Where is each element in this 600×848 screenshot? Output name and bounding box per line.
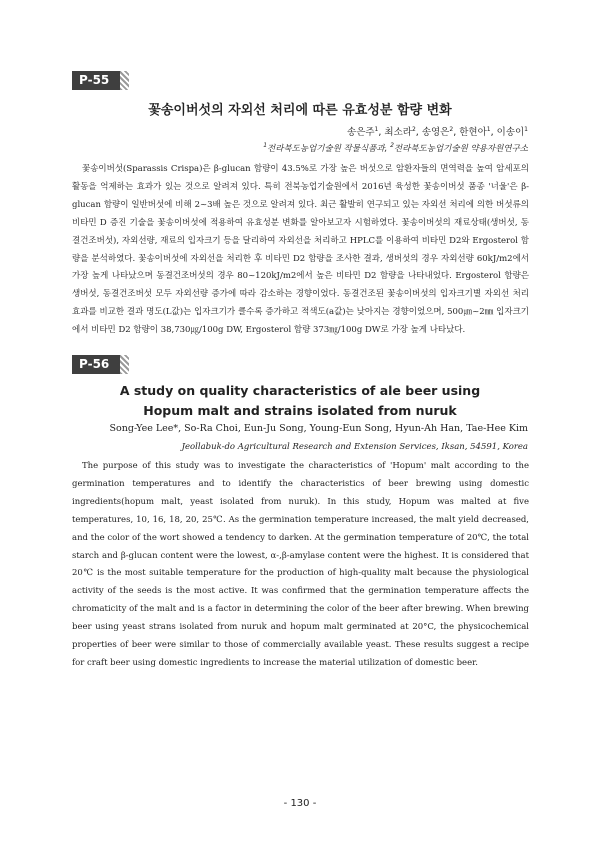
title-line: Hopum malt and strains isolated from nuruk <box>143 403 457 418</box>
author: 송영은$^2$ <box>421 126 454 138</box>
affiliation-p56: Jeollabuk-do Agricultural Research and Extension Services, Iksan, 54591, Korea <box>181 442 528 452</box>
author: 최소라$^2$ <box>384 126 416 138</box>
author-list-p56: Song-Yee Lee*, So-Ra Choi, Eun-Ju Song, Young-Eun Song, Hyun-Ah Han, Tae-Hee Kim <box>109 423 528 434</box>
abstract-title-p55: 꽃송이버섯의 자외선 처리에 따른 유효성분 함량 변화 <box>148 103 452 118</box>
abstract-body-p56: The purpose of this study was to investigate the characteristics of 'Hopum' malt according to the germination temperatures and to identify the characteristics of beer brewing using domestic ingredients(hopum malt, yeast isolated from nuruk). In this study, Hopum was malted at five temperatures, 10, 16, 18, 20, 25℃. As the germination temperature increased, the malt yield decreased, and the color of the wort showed a tendency to darken. At the germination temperature of 20℃, the total starch and β-glucan content were the lowest, α-,β-amylase content were the highest. It is considered that 20℃ is the most suitable temperature for the production of high-quality malt because the physiological activity of the seeds is the most active. It was confirmed that the germination temperature affects the chromaticity of the malt and is a factor in determining the color of the beer after brewing. When brewing beer using yeast strans isolated from nuruk and hopum malt germinated at 20°C, the physicochemical properties of beer were similar to those of commercially available yeast. These results suggest a recipe for craft beer using domestic ingredients to increase the material utilization of domestic beer. <box>72 461 529 668</box>
author: 이송이$^1$ <box>496 126 528 138</box>
affiliation-p55: $^1$전라북도농업기술원 작물식품과, $^2$전라북도농업기술원 약용자원연구소 <box>263 142 528 154</box>
abstract-title-p56 <box>0 381 600 421</box>
badge-label: P-55 <box>79 73 110 87</box>
title-line: A study on quality characteristics of ale beer using <box>119 383 481 398</box>
abstract-body-p55: 꽃송이버섯(Sparassis Crispa)은 β-glucan 함량이 43.5%로 가장 높은 버섯으로 암환자들의 면역력을 높여 암세포의 활동을 억제하는 효과가 있는 것으로 알려져 있다. 특히 전북농업기술원에서 2016년 육성한 꽃송이버섯 품종 '너울'은 β-glucan 함량이 일반버섯에 비해 2~3배 높은 것으로 알려져 있다. 최근 활발히 연구되고 있는 자외선 처리에 의한 버섯류의 비타민 D 증진 기술을 꽃송이버섯에 적용하여 유효성분 변화를 알아보고자 시험하였다. 꽃송이버섯의 재료상태(생버섯, 동결건조버섯), 자외선량, 재료의 입자크기 등을 달리하여 자외선을 처리하고 HPLC를 이용하여 비타민 D2와 Ergosterol 함량을 분석하였다. 꽃송이버섯에 자외선을 처리한 후 비타민 D2 함량을 조사한 결과, 생버섯의 경우 자외선량 60kJ/m2에서 가장 높게 나타났으며 동결건조버섯의 경우 80~120kJ/m2에서 높은 비타민 D2 함량을 나타내었다. Ergosterol 함량은 생버섯, 동결건조버섯 모두 자외선량 증가에 따라 감소하는 경향이었다. 동결건조된 꽃송이버섯의 입자크기별 자외선 처리 효과를 비교한 결과 명도(L값)는 입자크기가 클수록 증가하고 적색도(a값)는 낮아지는 경향이었으며, 500㎛~2㎜ 입자크기에서 비타민 D2 함량이 38,730㎍/100g DW, Ergosterol 함량 373㎎/100g DW로 가장 높게 나타났다. <box>72 164 529 336</box>
abstract-badge-p55 <box>72 71 120 90</box>
author: 한현아$^1$ <box>459 126 491 138</box>
badge-label: P-56 <box>79 357 110 371</box>
author: 송은주$^1$ <box>347 126 379 138</box>
author-list-p55: 송은주$^1$, 최소라$^2$, 송영은$^2$, 한현아$^1$, 이송이$^1$ <box>347 126 528 138</box>
abstract-badge-p56 <box>72 355 120 374</box>
page-number: - 130 - <box>283 798 317 809</box>
